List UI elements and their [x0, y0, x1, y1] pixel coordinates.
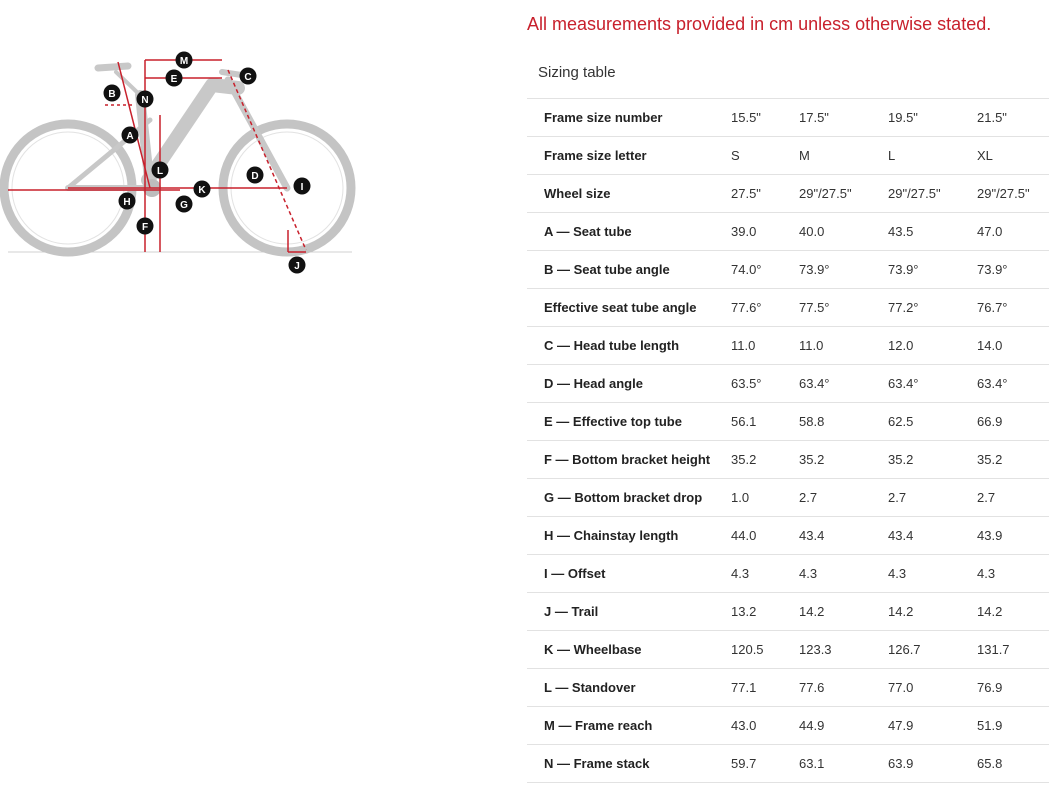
row-value-s: 44.0	[731, 528, 757, 543]
row-value-m: 123.3	[799, 642, 832, 657]
table-row	[527, 745, 1049, 783]
marker-b	[104, 85, 121, 102]
marker-a-label: A	[126, 131, 134, 142]
row-value-l: 2.7	[888, 490, 907, 505]
marker-k	[194, 181, 211, 198]
row-label: A — Seat tube	[544, 224, 632, 239]
marker-m-label: M	[179, 56, 189, 67]
sizing-table	[527, 98, 1049, 783]
row-value-m: 4.3	[799, 566, 818, 581]
row-value-m: 2.7	[799, 490, 818, 505]
row-value-s: 43.0	[731, 718, 757, 733]
row-value-l: 29"/27.5"	[888, 186, 941, 201]
marker-c	[240, 68, 257, 85]
row-label: Wheel size	[544, 186, 611, 201]
marker-l-label: L	[156, 166, 164, 177]
marker-e	[166, 70, 183, 87]
row-value-l: 62.5	[888, 414, 914, 429]
marker-g-label: G	[180, 200, 188, 211]
row-value-xl: 2.7	[977, 490, 996, 505]
row-value-s: S	[731, 148, 740, 163]
marker-k-label: K	[198, 185, 206, 196]
row-value-xl: 63.4°	[977, 376, 1008, 391]
row-label: I — Offset	[544, 566, 606, 581]
table-row	[527, 175, 1049, 213]
row-label: Frame size number	[544, 110, 663, 125]
marker-e-label: E	[170, 74, 178, 85]
table-row	[527, 631, 1049, 669]
row-value-s: 77.1	[731, 680, 757, 695]
marker-h-label: H	[123, 197, 131, 208]
table-row	[527, 327, 1049, 365]
table-row	[527, 517, 1049, 555]
row-value-s: 13.2	[731, 604, 757, 619]
row-value-l: 19.5"	[888, 110, 918, 125]
row-value-s: 74.0°	[731, 262, 762, 277]
row-value-l: 35.2	[888, 452, 914, 467]
row-value-m: 17.5"	[799, 110, 829, 125]
row-label: D — Head angle	[544, 376, 643, 391]
row-value-m: 77.6	[799, 680, 825, 695]
row-value-s: 11.0	[731, 338, 756, 353]
row-label: G — Bottom bracket drop	[544, 490, 703, 505]
row-value-m: 35.2	[799, 452, 825, 467]
row-label: B — Seat tube angle	[544, 262, 670, 277]
row-value-xl: 14.0	[977, 338, 1003, 353]
row-value-l: 77.2°	[888, 300, 919, 315]
row-value-xl: 21.5"	[977, 110, 1007, 125]
row-value-xl: 73.9°	[977, 262, 1008, 277]
table-row	[527, 213, 1049, 251]
table-row	[527, 555, 1049, 593]
row-value-s: 4.3	[731, 566, 750, 581]
table-row	[527, 99, 1049, 137]
row-value-l: 73.9°	[888, 262, 919, 277]
row-label: H — Chainstay length	[544, 528, 679, 543]
marker-j-label: J	[294, 261, 300, 272]
row-value-m: 63.1	[799, 756, 825, 771]
row-value-xl: 131.7	[977, 642, 1010, 657]
row-value-xl: 35.2	[977, 452, 1003, 467]
row-value-m: 63.4°	[799, 376, 830, 391]
row-value-l: 12.0	[888, 338, 914, 353]
row-label: N — Frame stack	[544, 756, 650, 771]
marker-f-label: F	[141, 222, 149, 233]
row-label: F — Bottom bracket height	[544, 452, 711, 467]
row-label: J — Trail	[544, 604, 599, 619]
row-value-m: 40.0	[799, 224, 825, 239]
row-label: Effective seat tube angle	[544, 300, 697, 315]
table-row	[527, 403, 1049, 441]
row-value-l: 43.4	[888, 528, 914, 543]
row-value-xl: 29"/27.5"	[977, 186, 1030, 201]
marker-c-label: C	[244, 72, 252, 83]
table-row	[527, 707, 1049, 745]
marker-a	[122, 127, 139, 144]
row-value-m: 11.0	[799, 338, 824, 353]
marker-d-label: D	[251, 171, 259, 182]
row-value-xl: 76.7°	[977, 300, 1008, 315]
row-value-l: 43.5	[888, 224, 914, 239]
table-row	[527, 137, 1049, 175]
row-value-m: 29"/27.5"	[799, 186, 852, 201]
row-value-l: 126.7	[888, 642, 921, 657]
row-value-m: 77.5°	[799, 300, 830, 315]
row-value-m: M	[799, 148, 810, 163]
table-row	[527, 251, 1049, 289]
row-label: M — Frame reach	[544, 718, 653, 733]
marker-i-label: I	[300, 182, 304, 193]
marker-n	[137, 91, 154, 108]
row-value-xl: XL	[977, 148, 993, 163]
measurement-notice: All measurements provided in cm unless otherwise stated.	[527, 14, 992, 34]
row-value-l: 14.2	[888, 604, 914, 619]
row-value-s: 27.5"	[731, 186, 761, 201]
row-value-m: 58.8	[799, 414, 825, 429]
row-value-s: 15.5"	[731, 110, 761, 125]
marker-l	[152, 162, 169, 179]
row-value-s: 1.0	[731, 490, 750, 505]
marker-h	[119, 193, 136, 210]
row-label: C — Head tube length	[544, 338, 680, 353]
table-row	[527, 479, 1049, 517]
row-value-l: 77.0	[888, 680, 914, 695]
row-value-xl: 47.0	[977, 224, 1003, 239]
row-value-s: 35.2	[731, 452, 757, 467]
marker-n-label: N	[141, 95, 149, 106]
table-row	[527, 669, 1049, 707]
row-value-xl: 4.3	[977, 566, 996, 581]
row-label: L — Standover	[544, 680, 636, 695]
row-value-l: 4.3	[888, 566, 907, 581]
row-value-xl: 65.8	[977, 756, 1003, 771]
row-label: K — Wheelbase	[544, 642, 642, 657]
table-row	[527, 365, 1049, 403]
table-row	[527, 441, 1049, 479]
row-label: Frame size letter	[544, 148, 647, 163]
row-label: E — Effective top tube	[544, 414, 682, 429]
row-value-m: 44.9	[799, 718, 825, 733]
row-value-m: 73.9°	[799, 262, 830, 277]
row-value-l: 47.9	[888, 718, 914, 733]
sizing-table-title: Sizing table	[538, 64, 616, 81]
marker-f	[137, 218, 154, 235]
row-value-m: 43.4	[799, 528, 825, 543]
row-value-s: 59.7	[731, 756, 757, 771]
row-value-xl: 43.9	[977, 528, 1003, 543]
row-value-m: 14.2	[799, 604, 825, 619]
row-value-s: 39.0	[731, 224, 757, 239]
row-value-xl: 14.2	[977, 604, 1003, 619]
row-value-s: 63.5°	[731, 376, 762, 391]
row-value-xl: 76.9	[977, 680, 1003, 695]
table-row	[527, 289, 1049, 327]
marker-j	[289, 257, 306, 274]
marker-m	[176, 52, 193, 69]
row-value-l: 63.4°	[888, 376, 919, 391]
row-value-xl: 66.9	[977, 414, 1003, 429]
marker-g	[176, 196, 193, 213]
row-value-l: L	[888, 148, 896, 163]
bike-geometry-diagram	[0, 40, 370, 290]
row-value-s: 120.5	[731, 642, 764, 657]
row-value-s: 56.1	[731, 414, 757, 429]
marker-b-label: B	[108, 89, 116, 100]
marker-i	[294, 178, 311, 195]
row-value-l: 63.9	[888, 756, 914, 771]
marker-d	[247, 167, 264, 184]
row-value-s: 77.6°	[731, 300, 762, 315]
table-row	[527, 593, 1049, 631]
row-value-xl: 51.9	[977, 718, 1003, 733]
